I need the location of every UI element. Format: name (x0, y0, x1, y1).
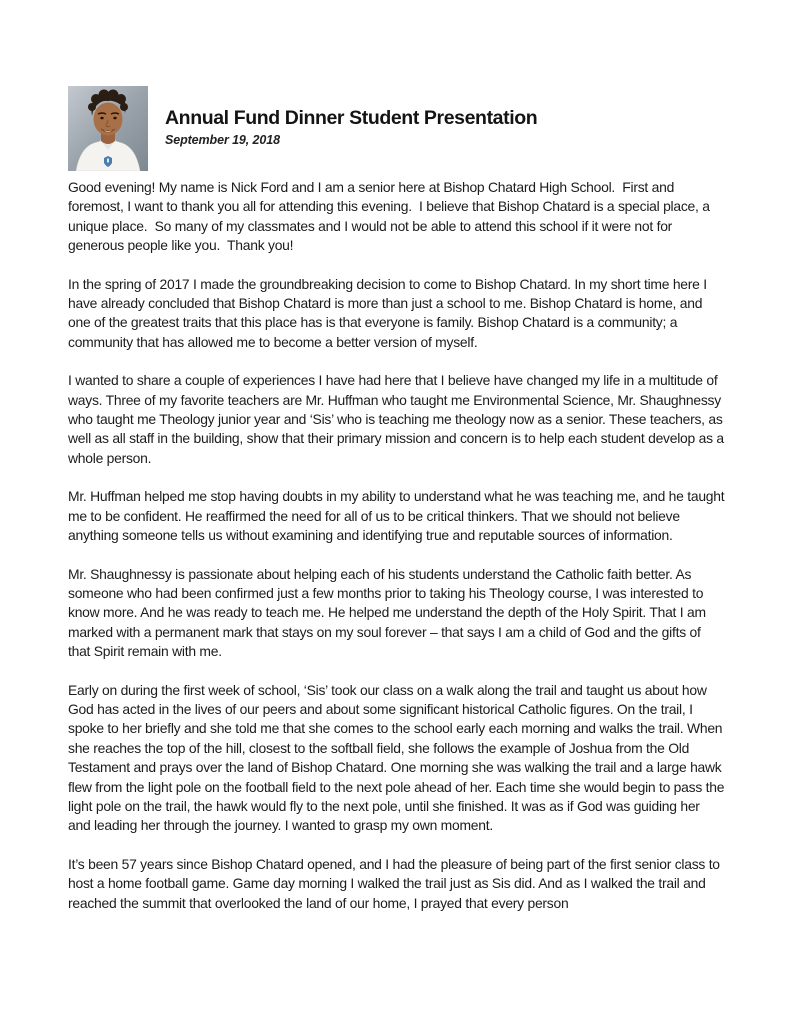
document-body (68, 178, 728, 913)
document-date: September 19, 2018 (165, 133, 280, 147)
document-header (68, 86, 725, 171)
paragraph-sis-trail: Early on during the first week of school, ‘Sis’ took our class on a walk along the trail and taught us about how God has acted in the lives of our peers and about some significant historical Catholic figures. On the trail, I spoke to her briefly and she told me that she comes to the school early each morning and walks the trail. When she reaches the top of the hill, closest to the softball field, she follows the example of Joshua from the Old Testament and prays over the land of Bishop Chatard. One morning she was walking the trail and a large hawk flew from the light pole on the football field to the next pole ahead of her. Each time she would begin to pass the light pole on the trail, the hawk would fly to the next pole, until she finished. It was as if God was guiding her and leading her through the journey. I wanted to grasp my own moment. (68, 681, 728, 834)
page-title: Annual Fund Dinner Student Presentation (165, 107, 538, 129)
paragraph-huffman: Mr. Huffman helped me stop having doubts in my ability to understand what he was teaching me, and he taught me to be confident. He reaffirmed the need for all of us to be critical thinkers. That we should not believe anything someone tells us without examining and identifying true and reputable sources of information. (68, 488, 728, 544)
student-portrait-illustration (68, 86, 148, 171)
paragraph-shaughnessy: Mr. Shaughnessy is passionate about helping each of his students understand the Catholic faith better. As someone who had been confirmed just a few months prior to taking his Theology course, I was interested to know more. And he was ready to teach me. He helped me understand the depth of the Holy Spirit. That I am marked with a permanent mark that stays on my soul forever – that says I am a child of God and the gifts of that Spirit remain with me. (68, 565, 710, 660)
paragraph-decision: In the spring of 2017 I made the groundbreaking decision to come to Bishop Chatard. In my short time here I have already concluded that Bishop Chatard is more than just a school to me. Bishop Chatard is home, and one of the greatest traits that this place has is that everyone is family. Bishop Chatard is a community; a community that has allowed me to become a better version of myself. (68, 275, 711, 350)
paragraph-teachers: I wanted to share a couple of experiences I have had here that I believe have changed my life in a multitude of ways. Three of my favorite teachers are Mr. Huffman who taught me Environmental Science, Mr. Shaughnessy who taught me Theology junior year and ‘Sis’ who is teaching me theology now as a senior. These teachers, as well as all staff in the building, show that their primary mission and concern is to help each student develop as a whole person. (68, 372, 728, 466)
paragraph-greeting: Good evening! My name is Nick Ford and I am a senior here at Bishop Chatard High School. First and foremost, I want to thank you all for attending this evening. I believe that Bishop Chatard is a special place, a unique place. So many of my classmates and I would not be able to attend this school if it were not for generous people like you. Thank you! (68, 179, 714, 254)
title-block (165, 86, 537, 147)
paragraph-57-years: It’s been 57 years since Bishop Chatard opened, and I had the pleasure of being part of the first senior class to host a home football game. Game day morning I walked the trail just as Sis did. And as I walked the trail and reached the summit that overlooked the land of our home, I prayed that every person (68, 855, 724, 911)
student-headshot-photo (68, 86, 148, 171)
